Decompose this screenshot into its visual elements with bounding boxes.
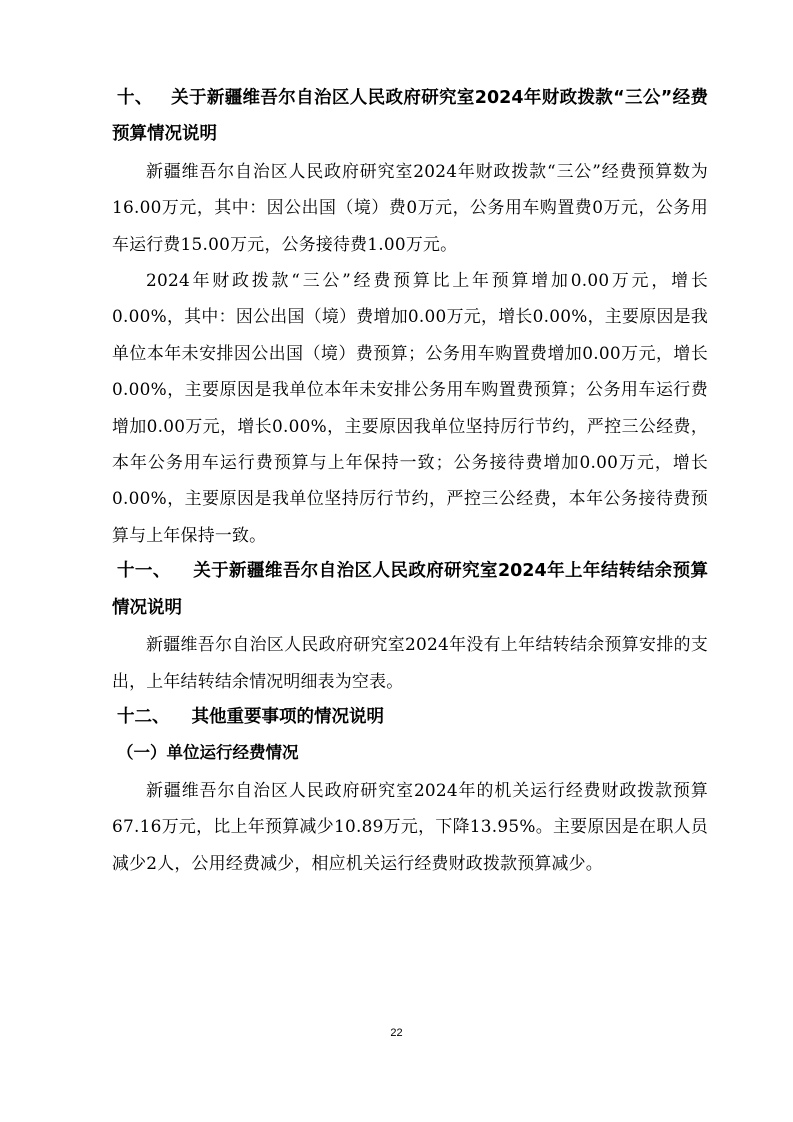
section-10-number: 十、	[117, 88, 153, 108]
section-10-heading	[112, 80, 708, 153]
section-11-title: 关于新疆维吾尔自治区人民政府研究室2024年上年结转结余预算情况说明	[112, 561, 708, 618]
section-11-heading	[112, 553, 708, 626]
section-12-subheading-1: （一）单位运行经费情况	[117, 743, 299, 763]
document-body	[112, 80, 708, 881]
section-10-paragraph-1: 新疆维吾尔自治区人民政府研究室2024年财政拨款“三公”经费预算数为16.00万元，其中：因公出国（境）费0万元，公务用车购置费0万元，公务用车运行费15.00万元，公务接待费1.00万元。	[112, 160, 708, 254]
section-11-number: 十一、	[117, 561, 171, 582]
page-number: 22	[390, 1027, 403, 1039]
section-10-title: 关于新疆维吾尔自治区人民政府研究室2024年财政拨款“三公”经费预算情况说明	[112, 88, 708, 145]
section-12-paragraph-1: 新疆维吾尔自治区人民政府研究室2024年的机关运行经费财政拨款预算67.16万元，比上年预算减少10.89万元，下降13.95%。主要原因是在职人员减少2人，公用经费减少，相应机关运行经费财政拨款预算减少。	[112, 779, 708, 873]
section-12-title: 其他重要事项的情况说明	[191, 706, 384, 727]
section-10-paragraph-2: 2024年财政拨款“三公”经费预算比上年预算增加0.00万元，增长0.00%，其中：因公出国（境）费增加0.00万元，增长0.00%，主要原因是我单位本年未安排因公出国（境）费预算；公务用车购置费增加0.00万元，增长0.00%，主要原因是我单位本年未安排公务用车购置费预算；公务用车运行费增加0.00万元，增长0.00%，主要原因我单位坚持厉行节约，严控三公经费，本年公务用车运行费预算与上年保持一致；公务接待费增加0.00万元，增长0.00%，主要原因是我单位坚持厉行节约，严控三公经费，本年公务接待费预算与上年保持一致。	[112, 270, 708, 545]
section-12-heading	[112, 699, 708, 735]
section-12-number: 十二、	[117, 706, 170, 727]
section-11-paragraph-1: 新疆维吾尔自治区人民政府研究室2024年没有上年结转结余预算安排的支出，上年结转结余情况明细表为空表。	[112, 634, 708, 691]
